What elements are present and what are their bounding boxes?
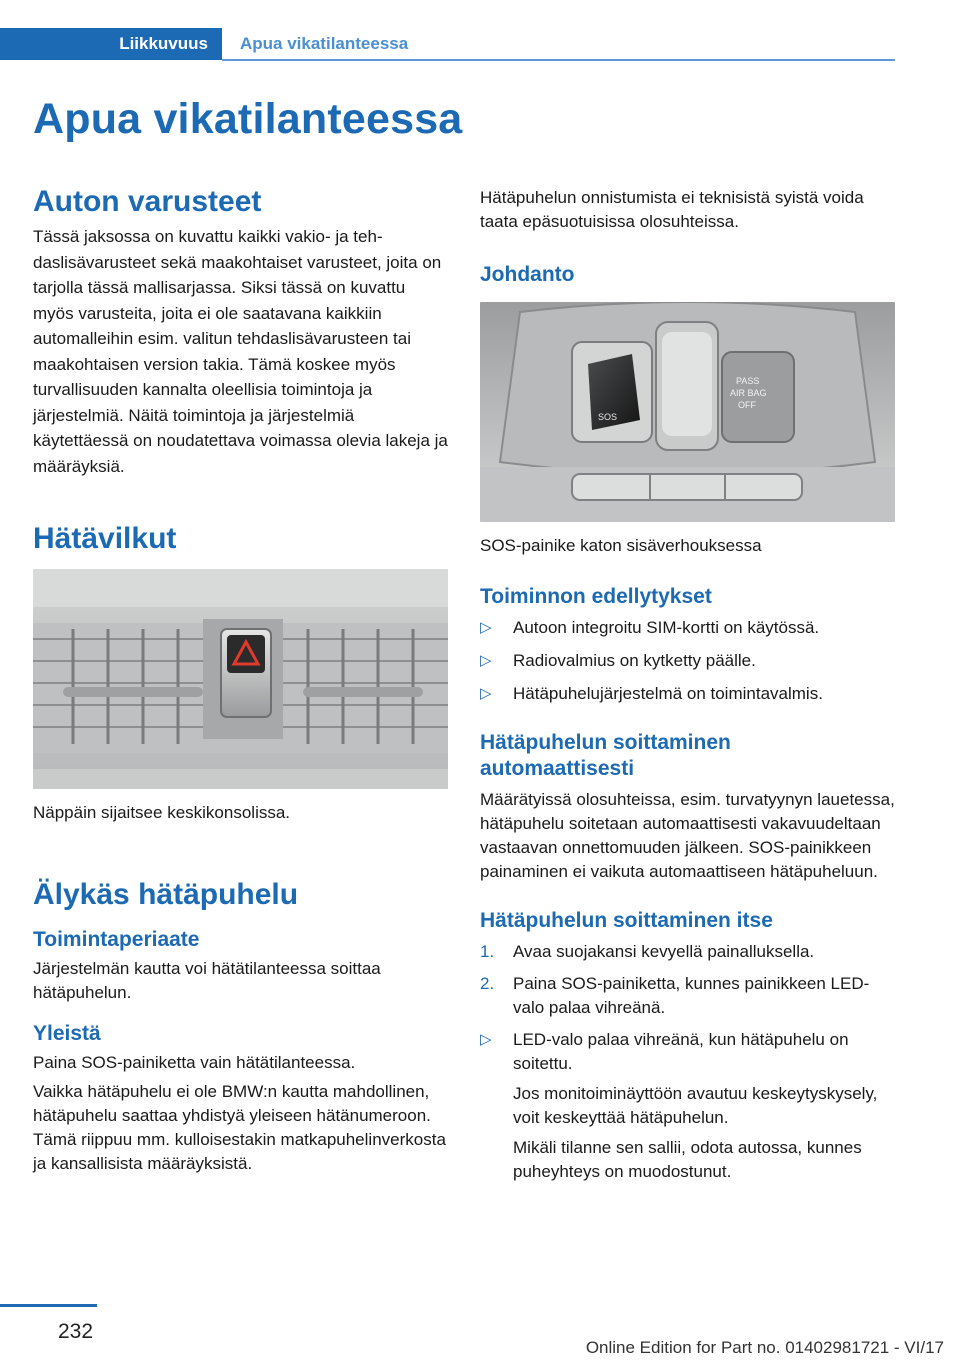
paragraph-yleista-1: Paina SOS-painiketta vain hätätilanteessa. [33, 1053, 356, 1072]
heading-yleista: Yleistä [33, 1022, 101, 1045]
hazard-button-photo [33, 569, 448, 789]
pass-airbag-label-3: OFF [738, 400, 756, 410]
heading-hatavilkut: Hätävilkut [33, 522, 177, 555]
paragraph-toimintaperiaate: Järjestelmän kautta voi hätätilanteessa soittaa hätäpuhelun. [33, 959, 381, 1002]
page-title: Apua vikatilanteessa [33, 95, 463, 143]
paragraph-automaattisesti: Määrätyissä olosuhteissa, esim. turvatyynyn lauetessa, hätäpuhelu soitetaan automaattisesti vakavuudeltaan vastaavan onnettomuuden jälkeen. SOS-painikkeen painaminen ei vaikuta automaattiseen hätäpuheluun. [480, 790, 895, 881]
requirements-list [480, 616, 896, 706]
page-number: 232 [58, 1320, 94, 1343]
pass-airbag-label-1: PASS [736, 376, 760, 386]
list-item: 2. Paina SOS-painiketta, kunnes painikkeen LED-valo palaa vihreänä. [480, 974, 870, 1017]
sub-paragraph-odota: Mikäli tilanne sen sallii, odota autossa, kunnes puheyhteys on muodostunut. [513, 1138, 862, 1181]
footer-rule [0, 1304, 97, 1307]
caption-hatavilkut: Näppäin sijaitsee keskikonsolissa. [33, 803, 291, 822]
pass-airbag-label-2: AIR BAG [730, 388, 767, 398]
heading-toimintaperiaate: Toimintaperiaate [33, 928, 200, 951]
tab-apua-vikatilanteessa[interactable]: Apua vikatilanteessa [240, 34, 409, 53]
list-item: ▷ Autoon integroitu SIM-kortti on käytössä. [480, 616, 896, 640]
list-item: ▷ Hätäpuhelujärjestelmä on toimintavalmis. [480, 682, 896, 706]
paragraph-yleista-2: Vaikka hätäpuhelu ei ole BMW:n kautta mahdollinen, hätäpuhelu saattaa yhdistyä yleiseen hätänumeroon. Tämä riippuu mm. kulloisestakin matkapuhelinverkosta ja kansallisista määräyksistä. [33, 1082, 446, 1173]
list-item: ▷ LED-valo palaa vihreänä, kun hätäpuhelu on soitettu. Jos monitoiminäyttöön avautuu keskeytyskysely, voit keskeyttää hätäpuhelun. Mikäli tilanne sen sallii, odota autossa, kunnes puheyhteys on muodostunut. [480, 1028, 896, 1184]
header-tabbar [0, 28, 895, 60]
heading-automaattisesti: Hätäpuhelun soittaminen automaattisesti [480, 731, 731, 780]
right-column [480, 182, 896, 1184]
heading-auton-varusteet: Auton varusteet [33, 185, 262, 218]
heading-toiminnon-edellytykset: Toiminnon edellytykset [480, 585, 712, 608]
tab-liikkuvuus[interactable]: Liikkuvuus [0, 28, 222, 60]
list-item: 1. Avaa suojakansi kevyellä painalluksella. [480, 942, 815, 961]
heading-itse: Hätäpuhelun soittaminen itse [480, 909, 773, 932]
triangle-marker-icon: ▷ [480, 685, 492, 702]
heading-alykas-hatapuhelu: Älykäs hätäpuhelu [33, 878, 299, 911]
manual-steps-list [480, 940, 896, 1184]
left-column [33, 182, 449, 1176]
sos-button-photo [480, 302, 895, 522]
footer-edition: Online Edition for Part no. 01402981721 - VI/17 [585, 1338, 944, 1357]
heading-johdanto: Johdanto [480, 263, 575, 286]
triangle-marker-icon: ▷ [480, 652, 492, 669]
triangle-marker-icon: ▷ [480, 1031, 492, 1048]
sos-label: SOS [598, 412, 618, 422]
list-item: ▷ Radiovalmius on kytketty päälle. [480, 649, 896, 673]
sub-paragraph-keskeytys: Jos monitoiminäyttöön avautuu keskeytyskysely, voit keskeyttää hätäpuhelun. [513, 1084, 878, 1127]
paragraph-intro: Hätäpuhelun onnistumista ei teknisistä syistä voida taata epäsuotuisissa olosuhteissa. [480, 188, 864, 231]
triangle-marker-icon: ▷ [480, 619, 492, 636]
header-divider [222, 59, 895, 61]
caption-sos: SOS-painike katon sisäverhouksessa [480, 536, 762, 555]
paragraph-auton-varusteet: Tässä jaksossa on kuvattu kaikki vakio- ja tehdaslisävarusteet sekä maakohtaiset varusteet, joita on tarjolla tässä mallisarjassa. Siksi tässä on kuvattu myös varusteita, joita ei ole saatavana kaikkiin automalleihin esim. valitun tehdaslisävarusteen tai maakohtaisen version takia. Tämä koskee myös turvallisuuden kannalta oleellisia toimintoja ja järjestelmiä. Näitä toimintoja ja järjestelmiä käytettäessä on noudatettava voimassa olevia lakeja ja määräyksiä. [33, 227, 448, 476]
